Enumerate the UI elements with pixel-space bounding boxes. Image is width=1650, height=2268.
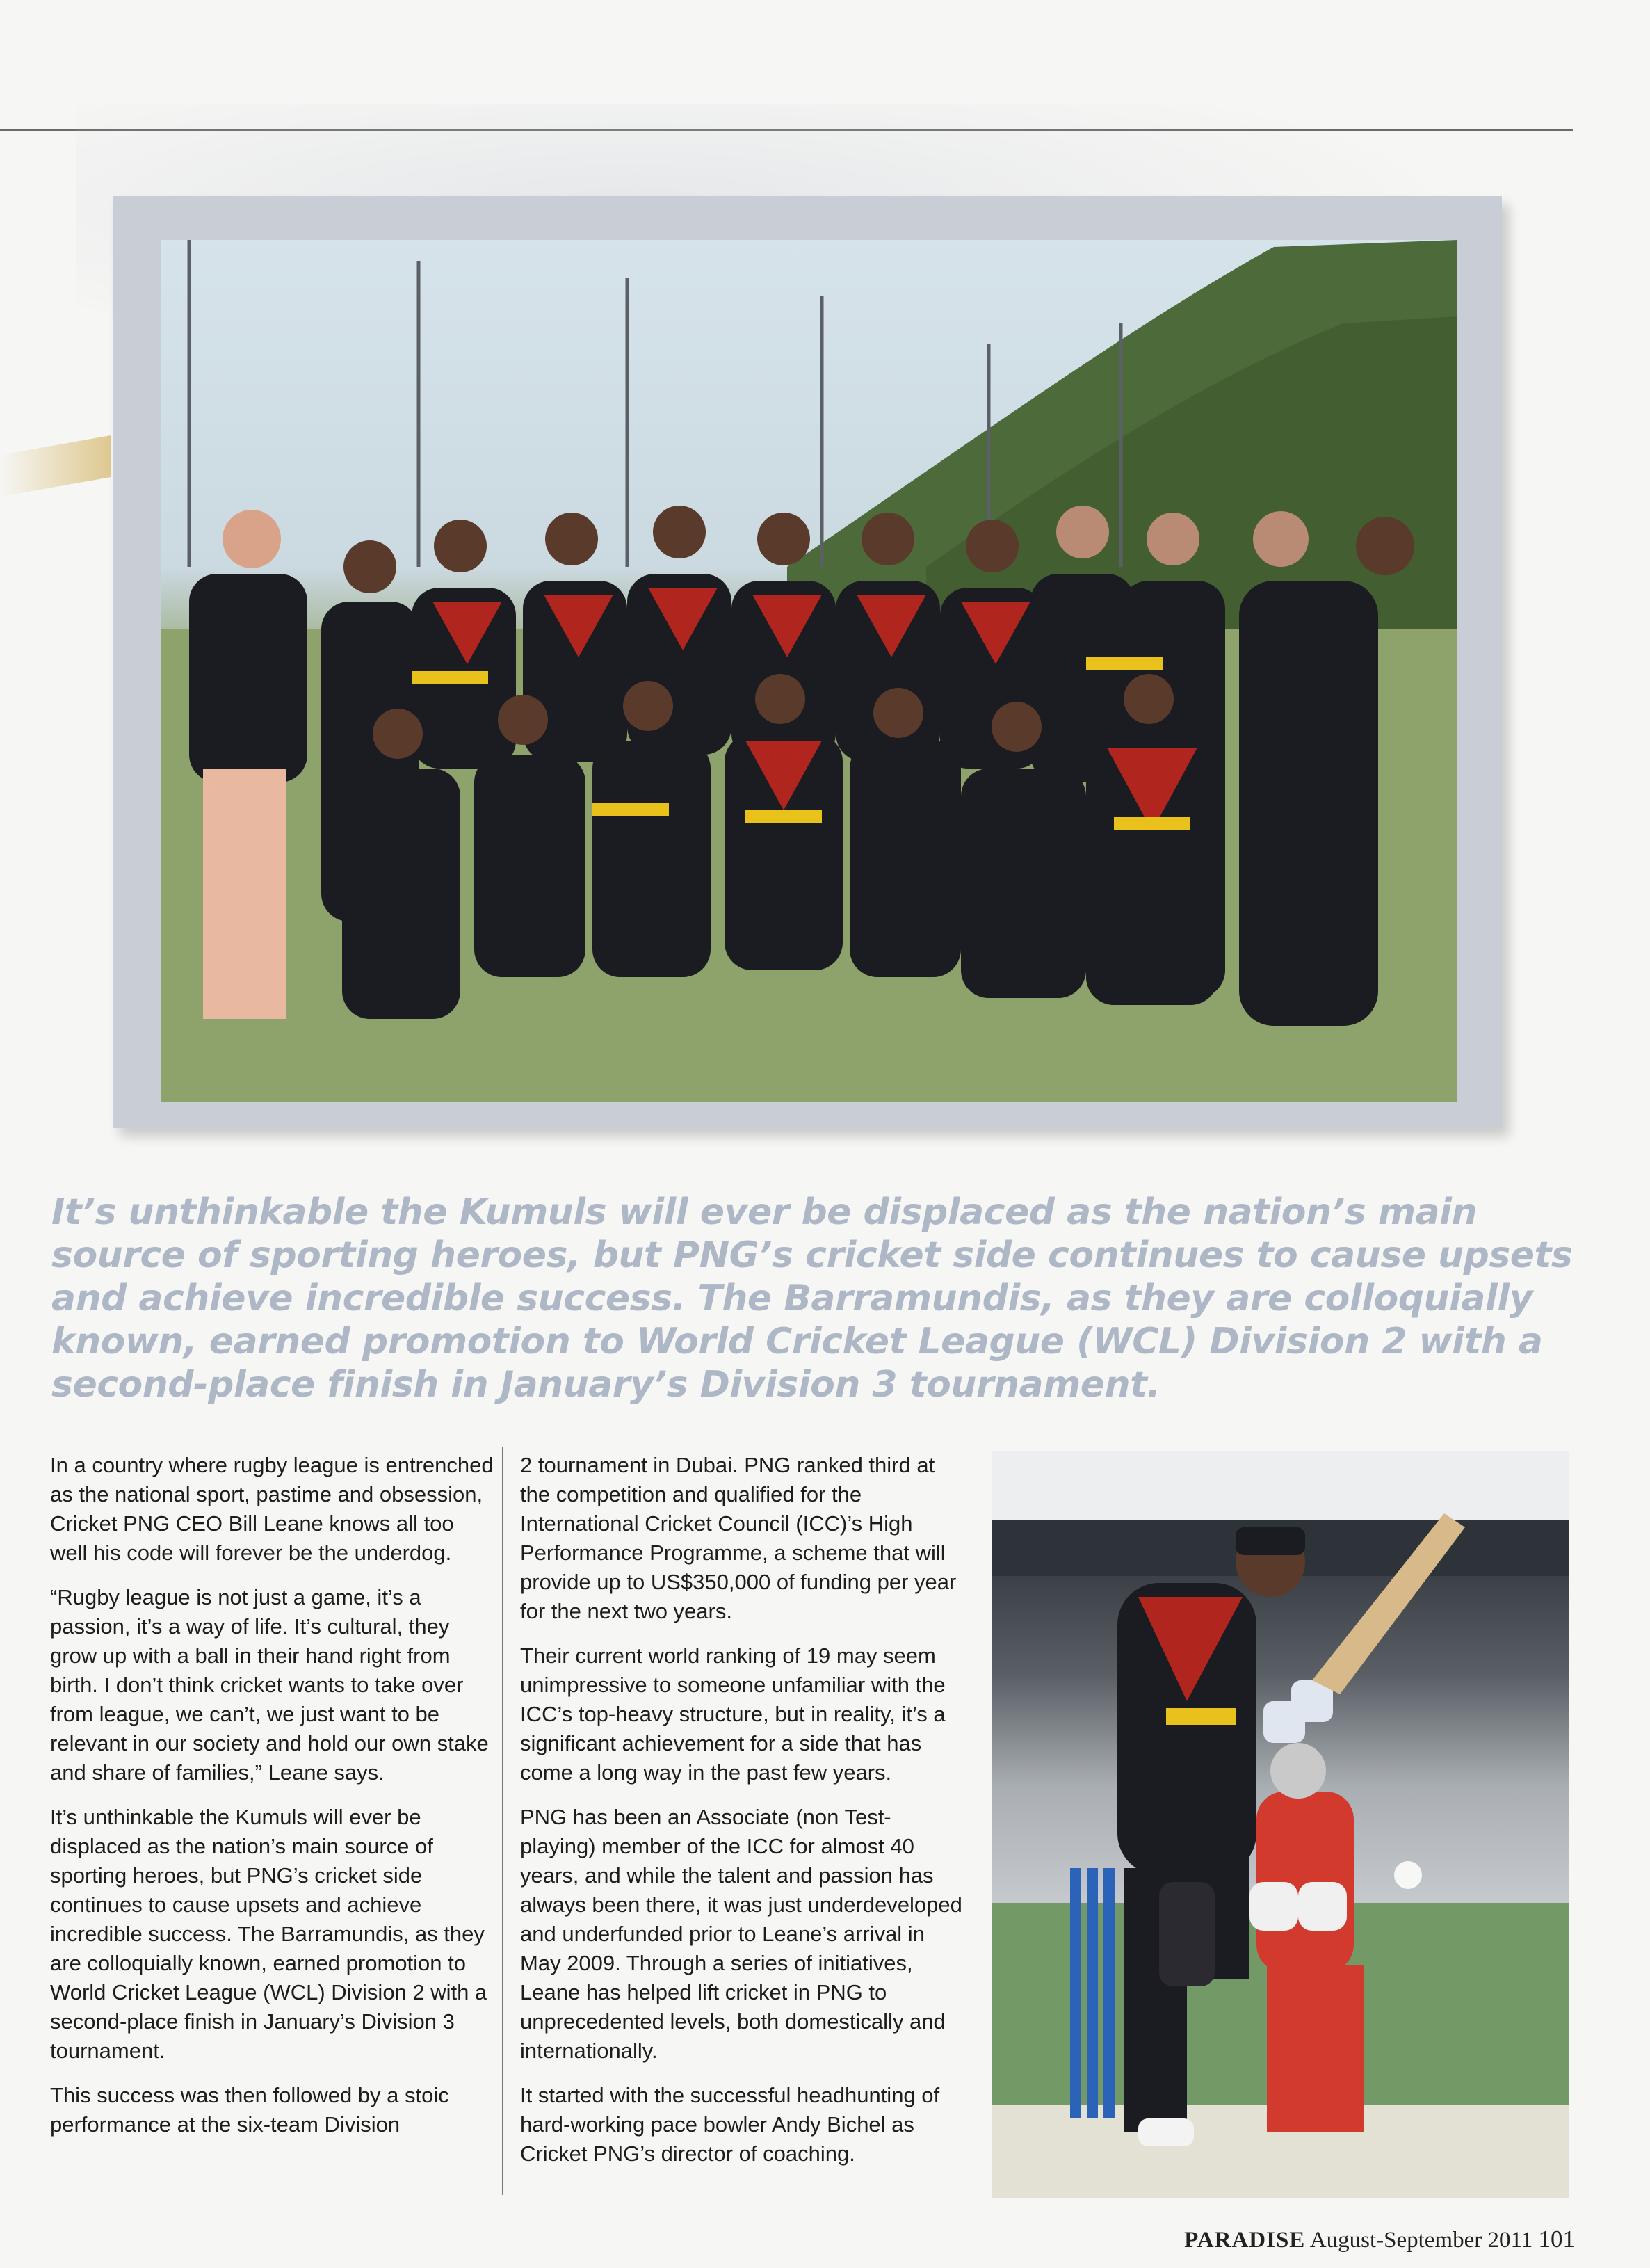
column-divider bbox=[502, 1447, 503, 2195]
paragraph: PNG has been an Associate (non Test-playing) member of the ICC for almost 40 years, and while the talent and passion has always been there, it was just underdeveloped and underfunded prior to Leane’s arrival in May 2009. Through a series of initiatives, Leane has helped lift cricket in PNG to unprecedented levels, both domestically and internationally. bbox=[520, 1805, 962, 2063]
paragraph: “Rugby league is not just a game, it’s a passion, it’s a way of life. It’s cultural, they grow up with a ball in their hand right from birth. I don’t think cricket wants to take over from league, we can’t, we just want to be relevant in our society and hold our own stake and share of families,” Leane says. bbox=[50, 1585, 489, 1785]
publication-name: PARADISE bbox=[1184, 2228, 1306, 2253]
paragraph: It started with the successful headhunting of hard-working pace bowler Andy Bichel as Cricket PNG’s director of coaching. bbox=[520, 2083, 940, 2166]
page-footer bbox=[1184, 2226, 1575, 2253]
team-photo bbox=[161, 240, 1457, 1102]
pull-quote: It’s unthinkable the Kumuls will ever be displaced as the nation’s main source of sporting heroes, but PNG’s cricket side continues to cause upsets and achieve incredible success. The Barramundis, as they are colloquially known, earned promotion to World Cricket League (WCL) Division 2 with a second-place finish in January’s Division 3 tournament. bbox=[51, 1191, 1573, 1406]
article-column-left bbox=[50, 1451, 495, 2155]
paragraph: In a country where rugby league is entrenched as the national sport, pastime and obsession, Cricket PNG CEO Bill Leane knows all too well his code will forever be the underdog. bbox=[50, 1453, 494, 1565]
article-column-middle bbox=[520, 1451, 965, 2184]
cricket-ball bbox=[1394, 1861, 1422, 1889]
paragraph: This success was then followed by a stoic performance at the six-team Division bbox=[50, 2083, 449, 2137]
issue-date: August-September 2011 bbox=[1309, 2228, 1533, 2253]
decorative-accent bbox=[0, 435, 111, 497]
batsman-photo-illustration bbox=[992, 1451, 1569, 2198]
batsman-photo bbox=[992, 1451, 1569, 2198]
stumps bbox=[1070, 1868, 1115, 2118]
paragraph: 2 tournament in Dubai. PNG ranked third at the competition and qualified for the International Cricket Council (ICC)’s High Performance Programme, a scheme that will provide up to US$350,000 of funding per year for the next two years. bbox=[520, 1453, 957, 1623]
page-number: 101 bbox=[1538, 2226, 1575, 2253]
team-photo-illustration bbox=[161, 240, 1457, 1102]
sky bbox=[992, 1451, 1569, 1520]
paragraph: It’s unthinkable the Kumuls will ever be displaced as the nation’s main source of sporting heroes, but PNG’s cricket side continues to cause upsets and achieve incredible success. The Barramundis, as they are colloquially known, earned promotion to World Cricket League (WCL) Division 2 with a second-place finish in January’s Division 3 tournament. bbox=[50, 1805, 487, 2063]
paragraph: Their current world ranking of 19 may seem unimpressive to someone unfamiliar with the ICC’s top-heavy structure, but in reality, it’s a significant achievement for a side that has come a long way in the past few years. bbox=[520, 1643, 946, 1785]
